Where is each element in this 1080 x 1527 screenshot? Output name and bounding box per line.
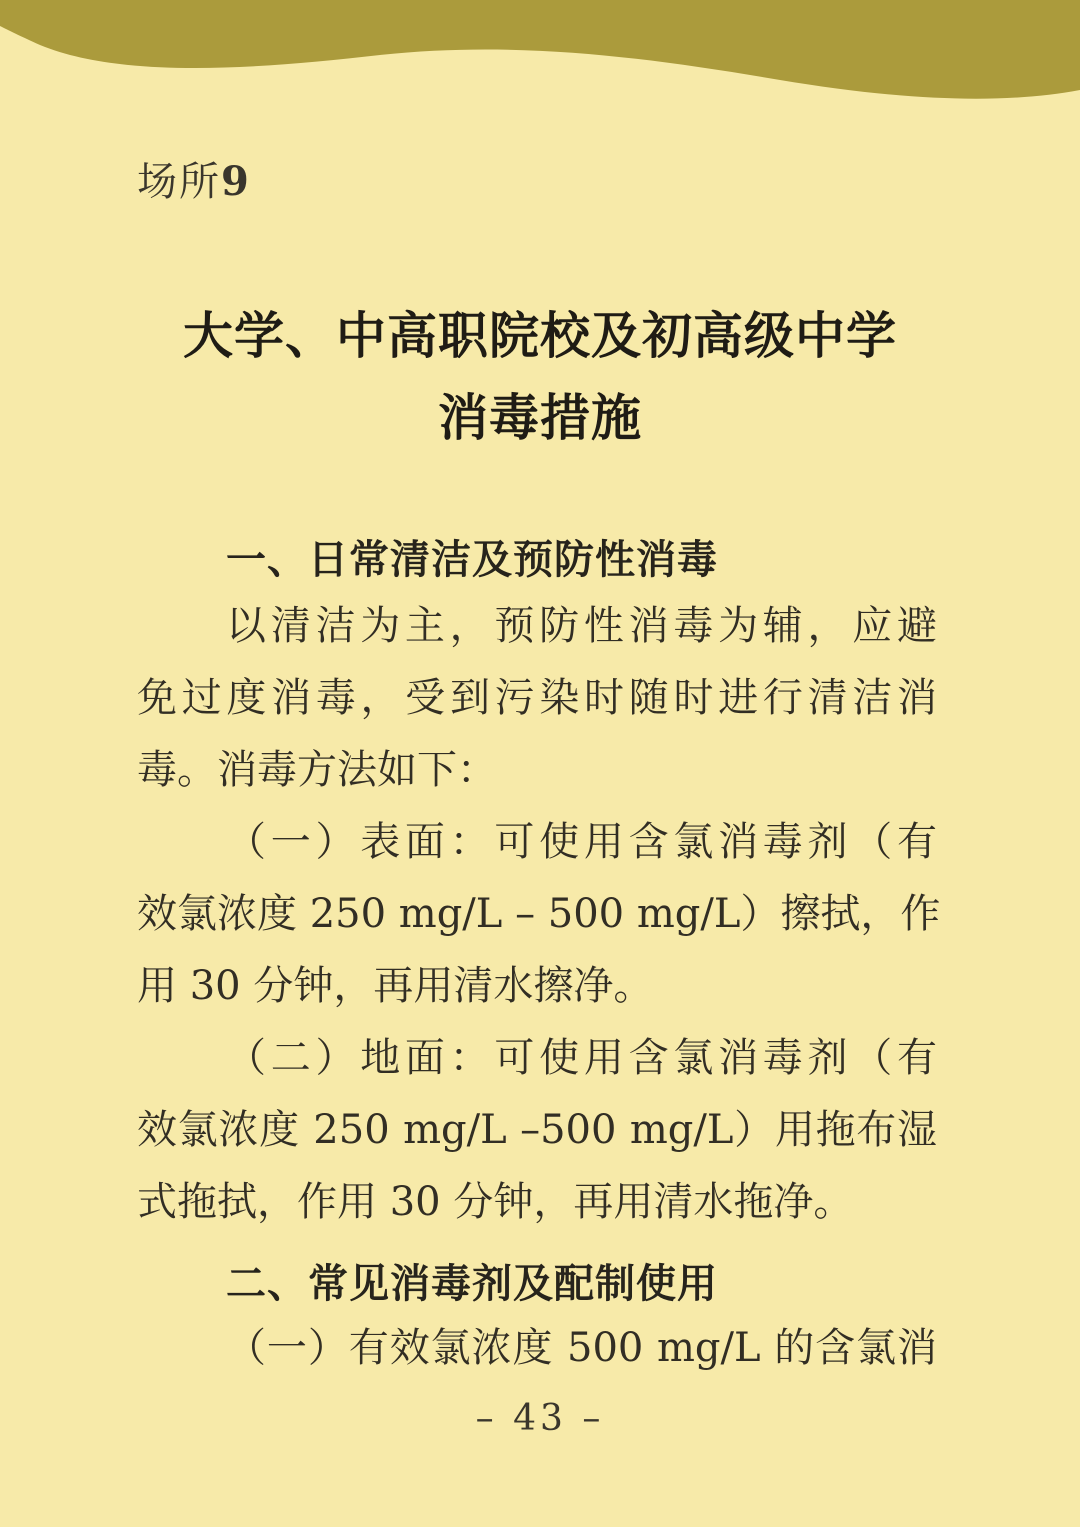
paragraph-3-line-3: 式拖拭，作用 30 分钟，再用清水拖净。: [137, 1179, 854, 1225]
page-title-line-1: 大学、中高职院校及初高级中学: [183, 306, 897, 365]
paragraph-1-line-3: 毒。消毒方法如下：: [137, 747, 497, 793]
heading-common-disinfectants: 二、常见消毒剂及配制使用: [226, 1261, 718, 1307]
section-label-text: 场所: [137, 159, 221, 205]
section-number: 9: [221, 158, 251, 205]
paragraph-1-line-1: 以清洁为主，预防性消毒为辅，应避: [226, 603, 937, 649]
paragraph-2-line-1: （一）表面：可使用含氯消毒剂（有: [226, 819, 937, 865]
paragraph-2-line-3: 用 30 分钟，再用清水擦净。: [137, 963, 654, 1009]
heading-daily-cleaning: 一、日常清洁及预防性消毒: [226, 537, 718, 583]
page-number: – 43 –: [475, 1398, 605, 1439]
section-label: [137, 150, 251, 207]
paragraph-3-line-1: （二）地面：可使用含氯消毒剂（有: [226, 1035, 937, 1081]
wave-shape: [0, 0, 1080, 99]
paragraph-4-line-1: （一）有效氯浓度 500 mg/L 的含氯消: [226, 1325, 937, 1371]
page-title-line-2: 消毒措施: [438, 388, 642, 447]
paragraph-1-line-2: 免过度消毒，受到污染时随时进行清洁消: [137, 675, 937, 721]
paragraph-2-line-2: 效氯浓度 250 mg/L – 500 mg/L）擦拭，作: [137, 891, 941, 937]
paragraph-3-line-2: 效氯浓度 250 mg/L –500 mg/L）用拖布湿: [137, 1107, 937, 1153]
decorative-wave-banner: [0, 0, 1080, 110]
